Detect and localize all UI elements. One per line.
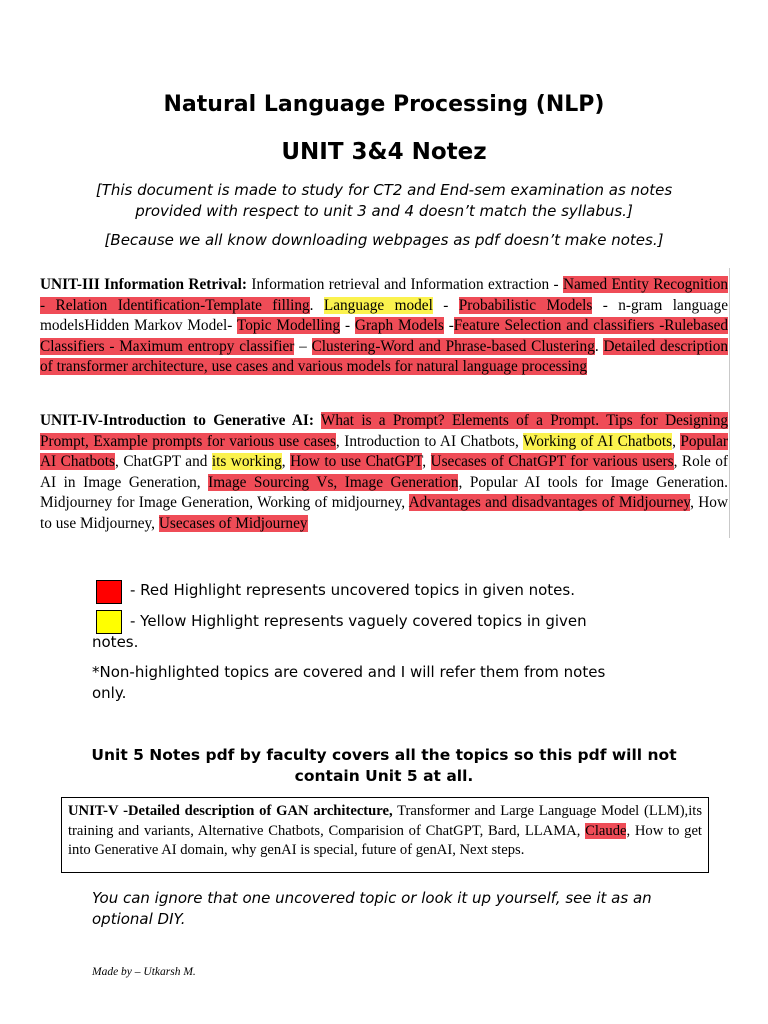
unit4-segment-2: , Introduction to AI Chatbots, xyxy=(335,432,523,450)
unit4-body xyxy=(40,412,728,532)
unit5-highlight: Claude xyxy=(585,822,627,839)
unit3-segment-10: - xyxy=(443,317,454,334)
signature: Made by – Utkarsh M. xyxy=(92,966,196,978)
unit4-segment-10: , xyxy=(422,453,431,470)
unit4-segment-4: , xyxy=(672,432,681,450)
intro-line-1: [This document is made to study for CT2 and End-sem examination as notes xyxy=(95,181,673,199)
unit3-paragraph xyxy=(40,275,728,378)
unit4-segment-17: Usecases of Midjourney xyxy=(158,514,308,532)
unit3-segment-3: Language model xyxy=(323,296,433,314)
legend-yellow-text-1: - Yellow Highlight represents vaguely covered topics in given xyxy=(130,612,587,630)
legend-red-text: - Red Highlight represents uncovered topics in given notes. xyxy=(130,581,575,599)
unit3-heading: UNIT-III Information Retrival: xyxy=(40,276,248,293)
unit3-segment-15: Detailed description of transformer architecture, use cases and various models for natural language processing xyxy=(40,337,729,375)
red-highlight-swatch xyxy=(96,580,122,604)
unit3-segment-2: . xyxy=(309,296,324,314)
unit3-segment-4: - xyxy=(432,296,459,314)
unit4-paragraph xyxy=(40,411,728,534)
unit4-segment-8: , xyxy=(281,453,291,470)
unit3-segment-5: Probabilistic Models xyxy=(458,296,593,314)
unit5-syllabus-box xyxy=(61,797,709,873)
intro-line-2: provided with respect to unit 3 and 4 doesn’t match the syllabus.] xyxy=(135,202,633,220)
footer-line-2: optional DIY. xyxy=(92,910,186,928)
unit5-notice-1: Unit 5 Notes pdf by faculty covers all the topics so this pdf will not xyxy=(91,746,677,764)
document-subtitle: UNIT 3&4 Notez xyxy=(281,139,487,165)
unit4-segment-0 xyxy=(314,412,321,429)
unit4-segment-3: Working of AI Chatbots xyxy=(523,432,673,450)
unit4-heading: UNIT-IV-Introduction to Generative AI: xyxy=(40,412,314,429)
unit4-segment-7: its working xyxy=(211,453,282,470)
document-title: Natural Language Processing (NLP) xyxy=(163,92,605,117)
unit5-paragraph xyxy=(68,802,702,861)
unit3-segment-6: - n-gram language modelsHidden Markov Model- xyxy=(40,296,728,334)
yellow-highlight-swatch xyxy=(96,610,122,634)
unit5-notice-2: contain Unit 5 at all. xyxy=(294,767,474,785)
unit3-segment-13: Clustering-Word and Phrase-based Clustering xyxy=(311,337,595,355)
unit3-segment-7: Topic Modelling xyxy=(236,317,341,334)
unit3-segment-9: Graph Models xyxy=(354,317,444,334)
unit4-segment-16: , How to use Midjourney, xyxy=(40,494,728,532)
syllabus-panel-edge xyxy=(729,268,730,538)
legend-note-2: only. xyxy=(92,684,127,702)
unit4-segment-9: How to use ChatGPT xyxy=(290,453,423,470)
unit4-segment-1: What is a Prompt? Elements of a Prompt. Tips for Designing Prompt, Example prompts for various use cases xyxy=(40,412,728,450)
unit4-segment-5: Popular AI Chatbots xyxy=(40,432,728,470)
legend-yellow-text-2: notes. xyxy=(92,633,139,651)
unit3-segment-0: Information retrieval and Information extraction - xyxy=(247,276,563,293)
unit3-segment-8: - xyxy=(340,317,355,334)
unit4-segment-6: , ChatGPT and xyxy=(115,453,212,470)
footer-line-1: You can ignore that one uncovered topic or look it up yourself, see it as an xyxy=(92,889,652,907)
unit5-text-before: Transformer and Large Language Model (LLM),its training and variants, Alternative Chatbots, Comparision of ChatGPT, Bard, LLAMA, xyxy=(68,803,702,839)
unit3-segment-11: Feature Selection and classifiers -Rulebased Classifiers - Maximum entropy classifier xyxy=(40,317,729,355)
unit5-text-after: , How to get into Generative AI domain, why genAI is special, future of genAI, Next steps. xyxy=(68,822,702,858)
unit4-segment-11: Usecases of ChatGPT for various users xyxy=(430,453,674,470)
unit5-heading: UNIT-V -Detailed description of GAN architecture, xyxy=(68,803,393,819)
unit4-segment-15: Advantages and disadvantages of Midjourney xyxy=(408,494,691,511)
legend-note-1: *Non-highlighted topics are covered and I will refer them from notes xyxy=(92,663,606,681)
unit3-segment-14: . xyxy=(594,337,604,355)
unit4-segment-14: , Popular AI tools for Image Generation. Midjourney for Image Generation, Working of midjourney, xyxy=(40,473,728,511)
unit4-segment-12: , Role of AI in Image Generation, xyxy=(40,453,728,491)
unit3-segment-1: Named Entity Recognition - Relation Identification-Template filling xyxy=(40,276,728,314)
unit4-segment-13: Image Sourcing Vs, Image Generation xyxy=(208,473,459,491)
intro-line-3: [Because we all know downloading webpages as pdf doesn’t make notes.] xyxy=(104,231,664,249)
unit3-segment-12: – xyxy=(294,337,312,355)
